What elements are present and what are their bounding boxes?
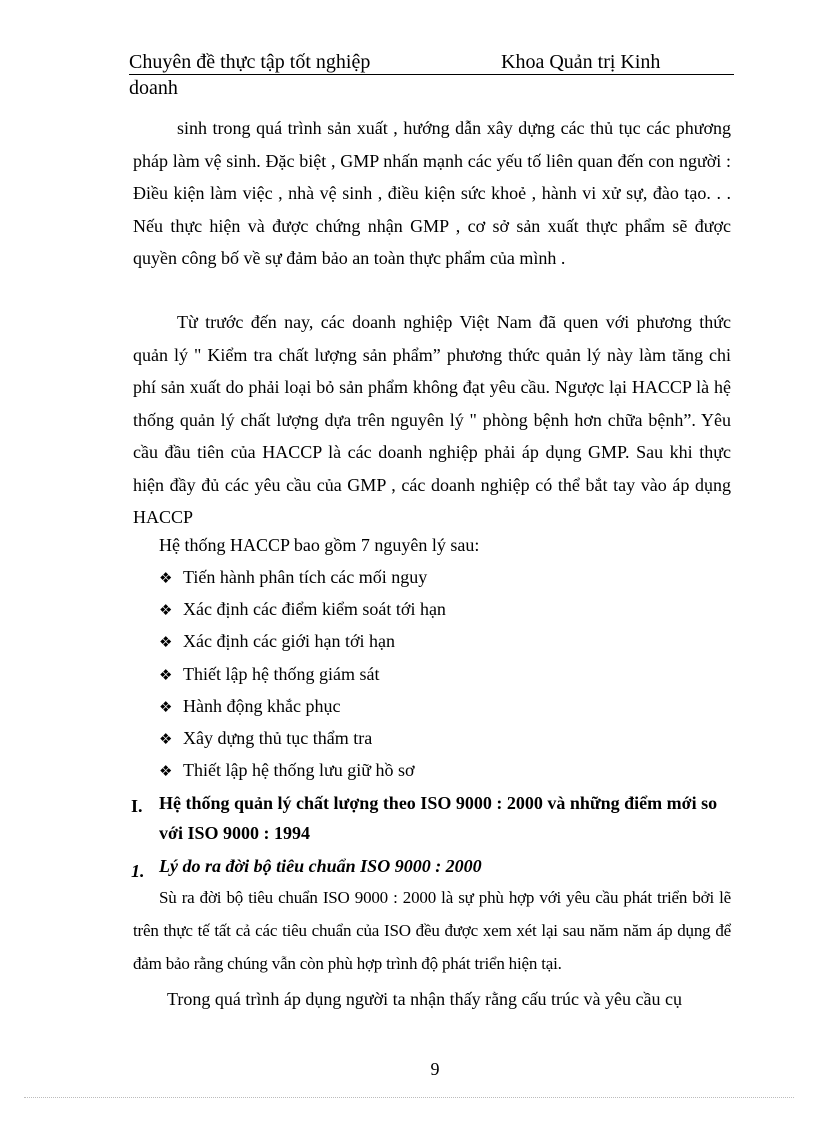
section-heading: Hệ thống quản lý chất lượng theo ISO 9000 : 2000 và những điểm mới so với ISO 9000 : 1994 [159, 793, 718, 843]
list-item [159, 566, 427, 589]
diamond-bullet-icon: ❖ [159, 569, 173, 587]
diamond-bullet-icon: ❖ [159, 666, 173, 684]
diamond-bullet-icon: ❖ [159, 762, 173, 780]
subsection-number: 1. [131, 861, 145, 881]
paragraph-iso-structure: Trong quá trình áp dụng người ta nhận thấy rằng cấu trúc và yêu cầu cụ [167, 989, 682, 1009]
section-number: I. [131, 796, 143, 816]
list-item [159, 598, 446, 621]
header-right-text: Khoa Quản trị Kinh [501, 51, 661, 73]
page-bottom-divider [24, 1097, 794, 1098]
header-continuation-text: doanh [129, 77, 178, 99]
list-item-text: Xác định các giới hạn tới hạn [183, 631, 395, 651]
list-item [159, 630, 395, 653]
paragraph-gmp-hygiene: sinh trong quá trình sản xuất , hướng dẫn xây dựng các thủ tục các phương pháp làm vệ sinh. Đặc biệt , GMP nhấn mạnh các yếu tố liên quan đến con người : Điều kiện làm việc , nhà vệ sinh , điều kiện sức khoẻ , hành vi xử sự, đào tạo. . . Nếu thực hiện và được chứng nhận GMP , cơ sở sản xuất thực phẩm sẽ được quyền công bố về sự đảm bảo an toàn thực phẩm của mình . [133, 118, 731, 268]
list-item-text: Thiết lập hệ thống giám sát [183, 664, 380, 684]
list-item [159, 727, 372, 750]
list-item [159, 663, 379, 686]
list-item-text: Tiến hành phân tích các mối nguy [183, 567, 428, 587]
list-item-text: Xây dựng thủ tục thẩm tra [183, 728, 373, 748]
diamond-bullet-icon: ❖ [159, 633, 173, 651]
list-item [159, 759, 415, 782]
diamond-bullet-icon: ❖ [159, 698, 173, 716]
diamond-bullet-icon: ❖ [159, 601, 173, 619]
page-number: 9 [430, 1059, 440, 1079]
list-item [159, 695, 340, 718]
principles-intro: Hệ thống HACCP bao gồm 7 nguyên lý sau: [159, 535, 480, 555]
list-item-text: Thiết lập hệ thống lưu giữ hồ sơ [183, 760, 415, 780]
diamond-bullet-icon: ❖ [159, 730, 173, 748]
header-left-text: Chuyên đề thực tập tốt nghiệp [129, 51, 371, 73]
paragraph-haccp-intro: Từ trước đến nay, các doanh nghiệp Việt Nam đã quen với phương thức quản lý " Kiểm tra chất lượng sản phẩm” phương thức quản lý này làm tăng chi phí sản xuất do phải loại bỏ sản phẩm không đạt yêu cầu. Ngược lại HACCP là hệ thống quản lý chất lượng dựa trên nguyên lý " phòng bệnh hơn chữa bệnh”. Yêu cầu đầu tiên của HACCP là các doanh nghiệp phải áp dụng GMP. Sau khi thực hiện đầy đủ các yêu cầu của GMP , các doanh nghiệp có thể bắt tay vào áp dụng HACCP [133, 312, 731, 527]
paragraph-iso-origin: Sù ra đời bộ tiêu chuẩn ISO 9000 : 2000 là sự phù hợp với yêu cầu phát triển bởi lẽ trên thực tế tất cả các tiêu chuẩn của ISO đều được xem xét lại sau năm năm áp dụng để đảm bảo rằng chúng vẫn còn phù hợp trình độ phát triển hiện tại. [133, 888, 731, 973]
subsection-heading: Lý do ra đời bộ tiêu chuẩn ISO 9000 : 2000 [159, 856, 482, 876]
list-item-text: Xác định các điểm kiểm soát tới hạn [183, 599, 446, 619]
page-header [129, 50, 734, 75]
list-item-text: Hành động khắc phục [183, 696, 341, 716]
